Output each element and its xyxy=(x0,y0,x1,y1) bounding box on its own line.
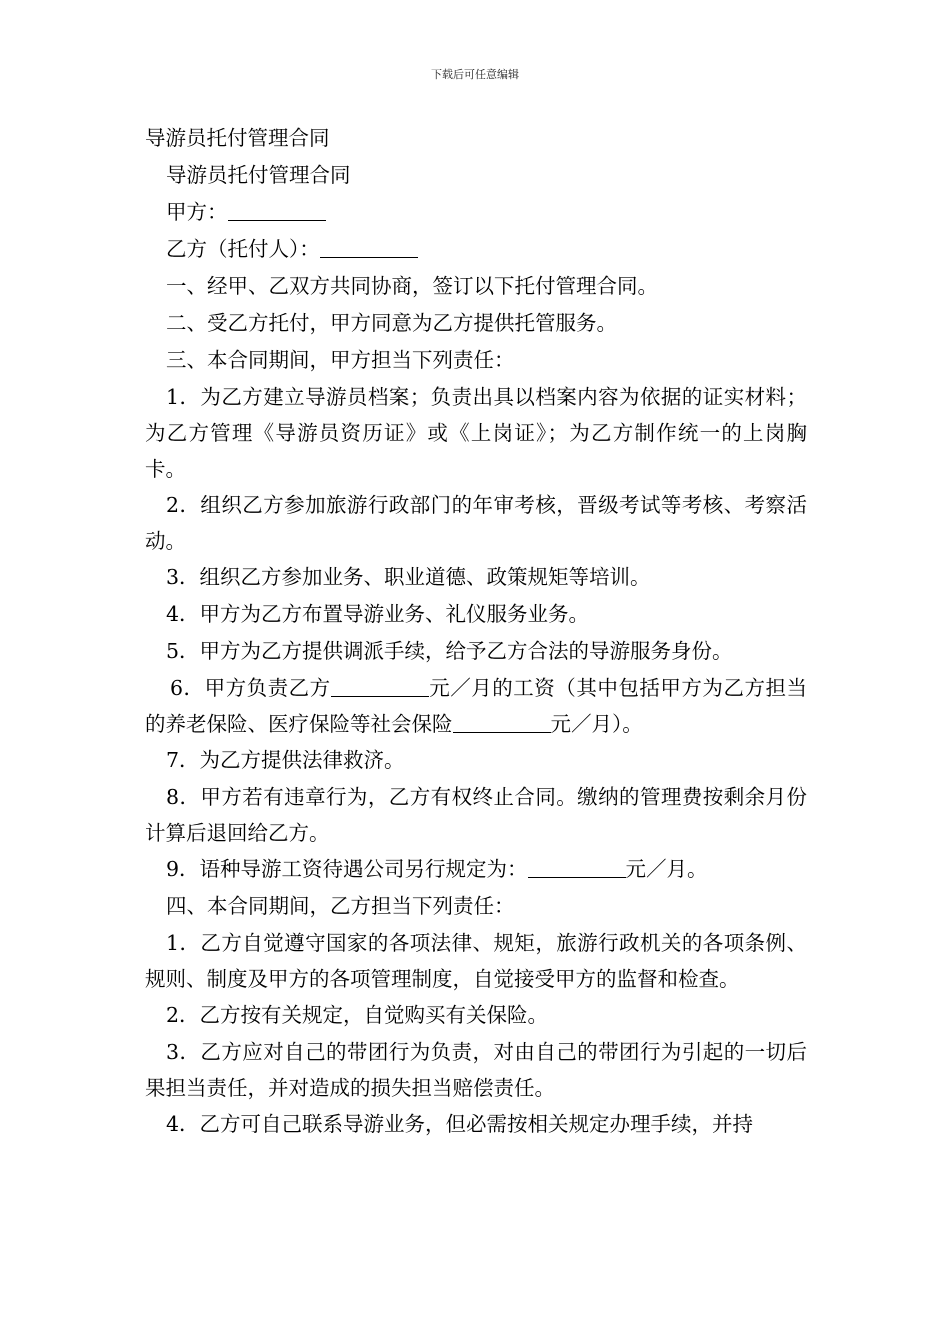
clause-3-item-6-part-1: 6．甲方负责乙方 xyxy=(170,676,331,700)
salary-blank xyxy=(331,676,429,697)
clause-3-item-1-text: 1．为乙方建立导游员档案；负责出具以档案内容为依据的证实材料；为乙方管理《导游员资历证》或《上岗证》；为乙方制作统一的上岗胸卡。 xyxy=(145,385,807,481)
clause-3-item-3: 3．组织乙方参加业务、职业道德、政策规矩等培训。 xyxy=(166,565,651,589)
clause-3-item-6-part-3: 元／月）。 xyxy=(550,712,643,736)
clause-1: 一、经甲、乙双方共同协商，签订以下托付管理合同。 xyxy=(166,274,658,298)
clause-4-item-3 xyxy=(145,1034,807,1106)
clause-3-item-1 xyxy=(145,379,807,487)
clause-2: 二、受乙方托付，甲方同意为乙方提供托管服务。 xyxy=(166,311,617,335)
clause-3-item-9 xyxy=(145,851,807,888)
clause-3-item-9-part-1: 9．语种导游工资待遇公司另行规定为： xyxy=(166,857,528,881)
clause-3-item-6-part-2: 元／月的工资（其中包括甲方为乙方担当的养老保险、医疗保险等社会保险 xyxy=(145,676,808,736)
language-guide-blank xyxy=(528,857,626,878)
clause-4-item-3-text: 3．乙方应对自己的带团行为负责，对由自己的带团行为引起的一切后果担当责任，并对造成的损失担当赔偿责任。 xyxy=(145,1040,807,1100)
clause-4-item-4: 4．乙方可自己联系导游业务，但必需按相关规定办理手续，并持 xyxy=(166,1112,754,1136)
clause-3-item-5: 5．甲方为乙方提供调派手续，给予乙方合法的导游服务身份。 xyxy=(166,639,733,663)
party-a-blank xyxy=(228,200,326,221)
party-a-label: 甲方： xyxy=(166,200,228,224)
clause-3-item-8 xyxy=(145,779,807,851)
clause-4-item-2: 2．乙方按有关规定，自觉购买有关保险。 xyxy=(166,1003,549,1027)
clause-3-item-8-text: 8．甲方若有违章行为，乙方有权终止合同。缴纳的管理费按剩余月份计算后退回给乙方。 xyxy=(145,785,807,845)
party-a-line xyxy=(145,194,807,231)
party-b-line xyxy=(145,231,807,268)
document-title: 导游员托付管理合同 xyxy=(145,126,330,150)
clause-3-item-4: 4．甲方为乙方布置导游业务、礼仪服务业务。 xyxy=(166,602,590,626)
page-header-note: 下载后可任意编辑 xyxy=(431,68,519,81)
clause-3-item-7: 7．为乙方提供法律救济。 xyxy=(166,748,405,772)
clause-3-item-6 xyxy=(145,670,807,742)
party-b-blank xyxy=(320,237,418,258)
clause-4: 四、本合同期间，乙方担当下列责任： xyxy=(166,894,515,918)
clause-3: 三、本合同期间，甲方担当下列责任： xyxy=(166,348,515,372)
document-subtitle: 导游员托付管理合同 xyxy=(166,163,351,187)
party-b-label: 乙方（托付人）： xyxy=(166,237,320,261)
clause-4-item-1-text: 1．乙方自觉遵守国家的各项法律、规矩，旅游行政机关的各项条例、规则、制度及甲方的各项管理制度，自觉接受甲方的监督和检查。 xyxy=(145,931,807,991)
clause-4-item-1 xyxy=(145,925,807,997)
clause-3-item-9-part-2: 元／月。 xyxy=(625,857,708,881)
clause-3-item-2-text: 2．组织乙方参加旅游行政部门的年审考核，晋级考试等考核、考察活动。 xyxy=(145,493,807,553)
document-body xyxy=(145,120,807,1143)
insurance-blank xyxy=(453,712,551,733)
clause-3-item-2 xyxy=(145,487,807,559)
